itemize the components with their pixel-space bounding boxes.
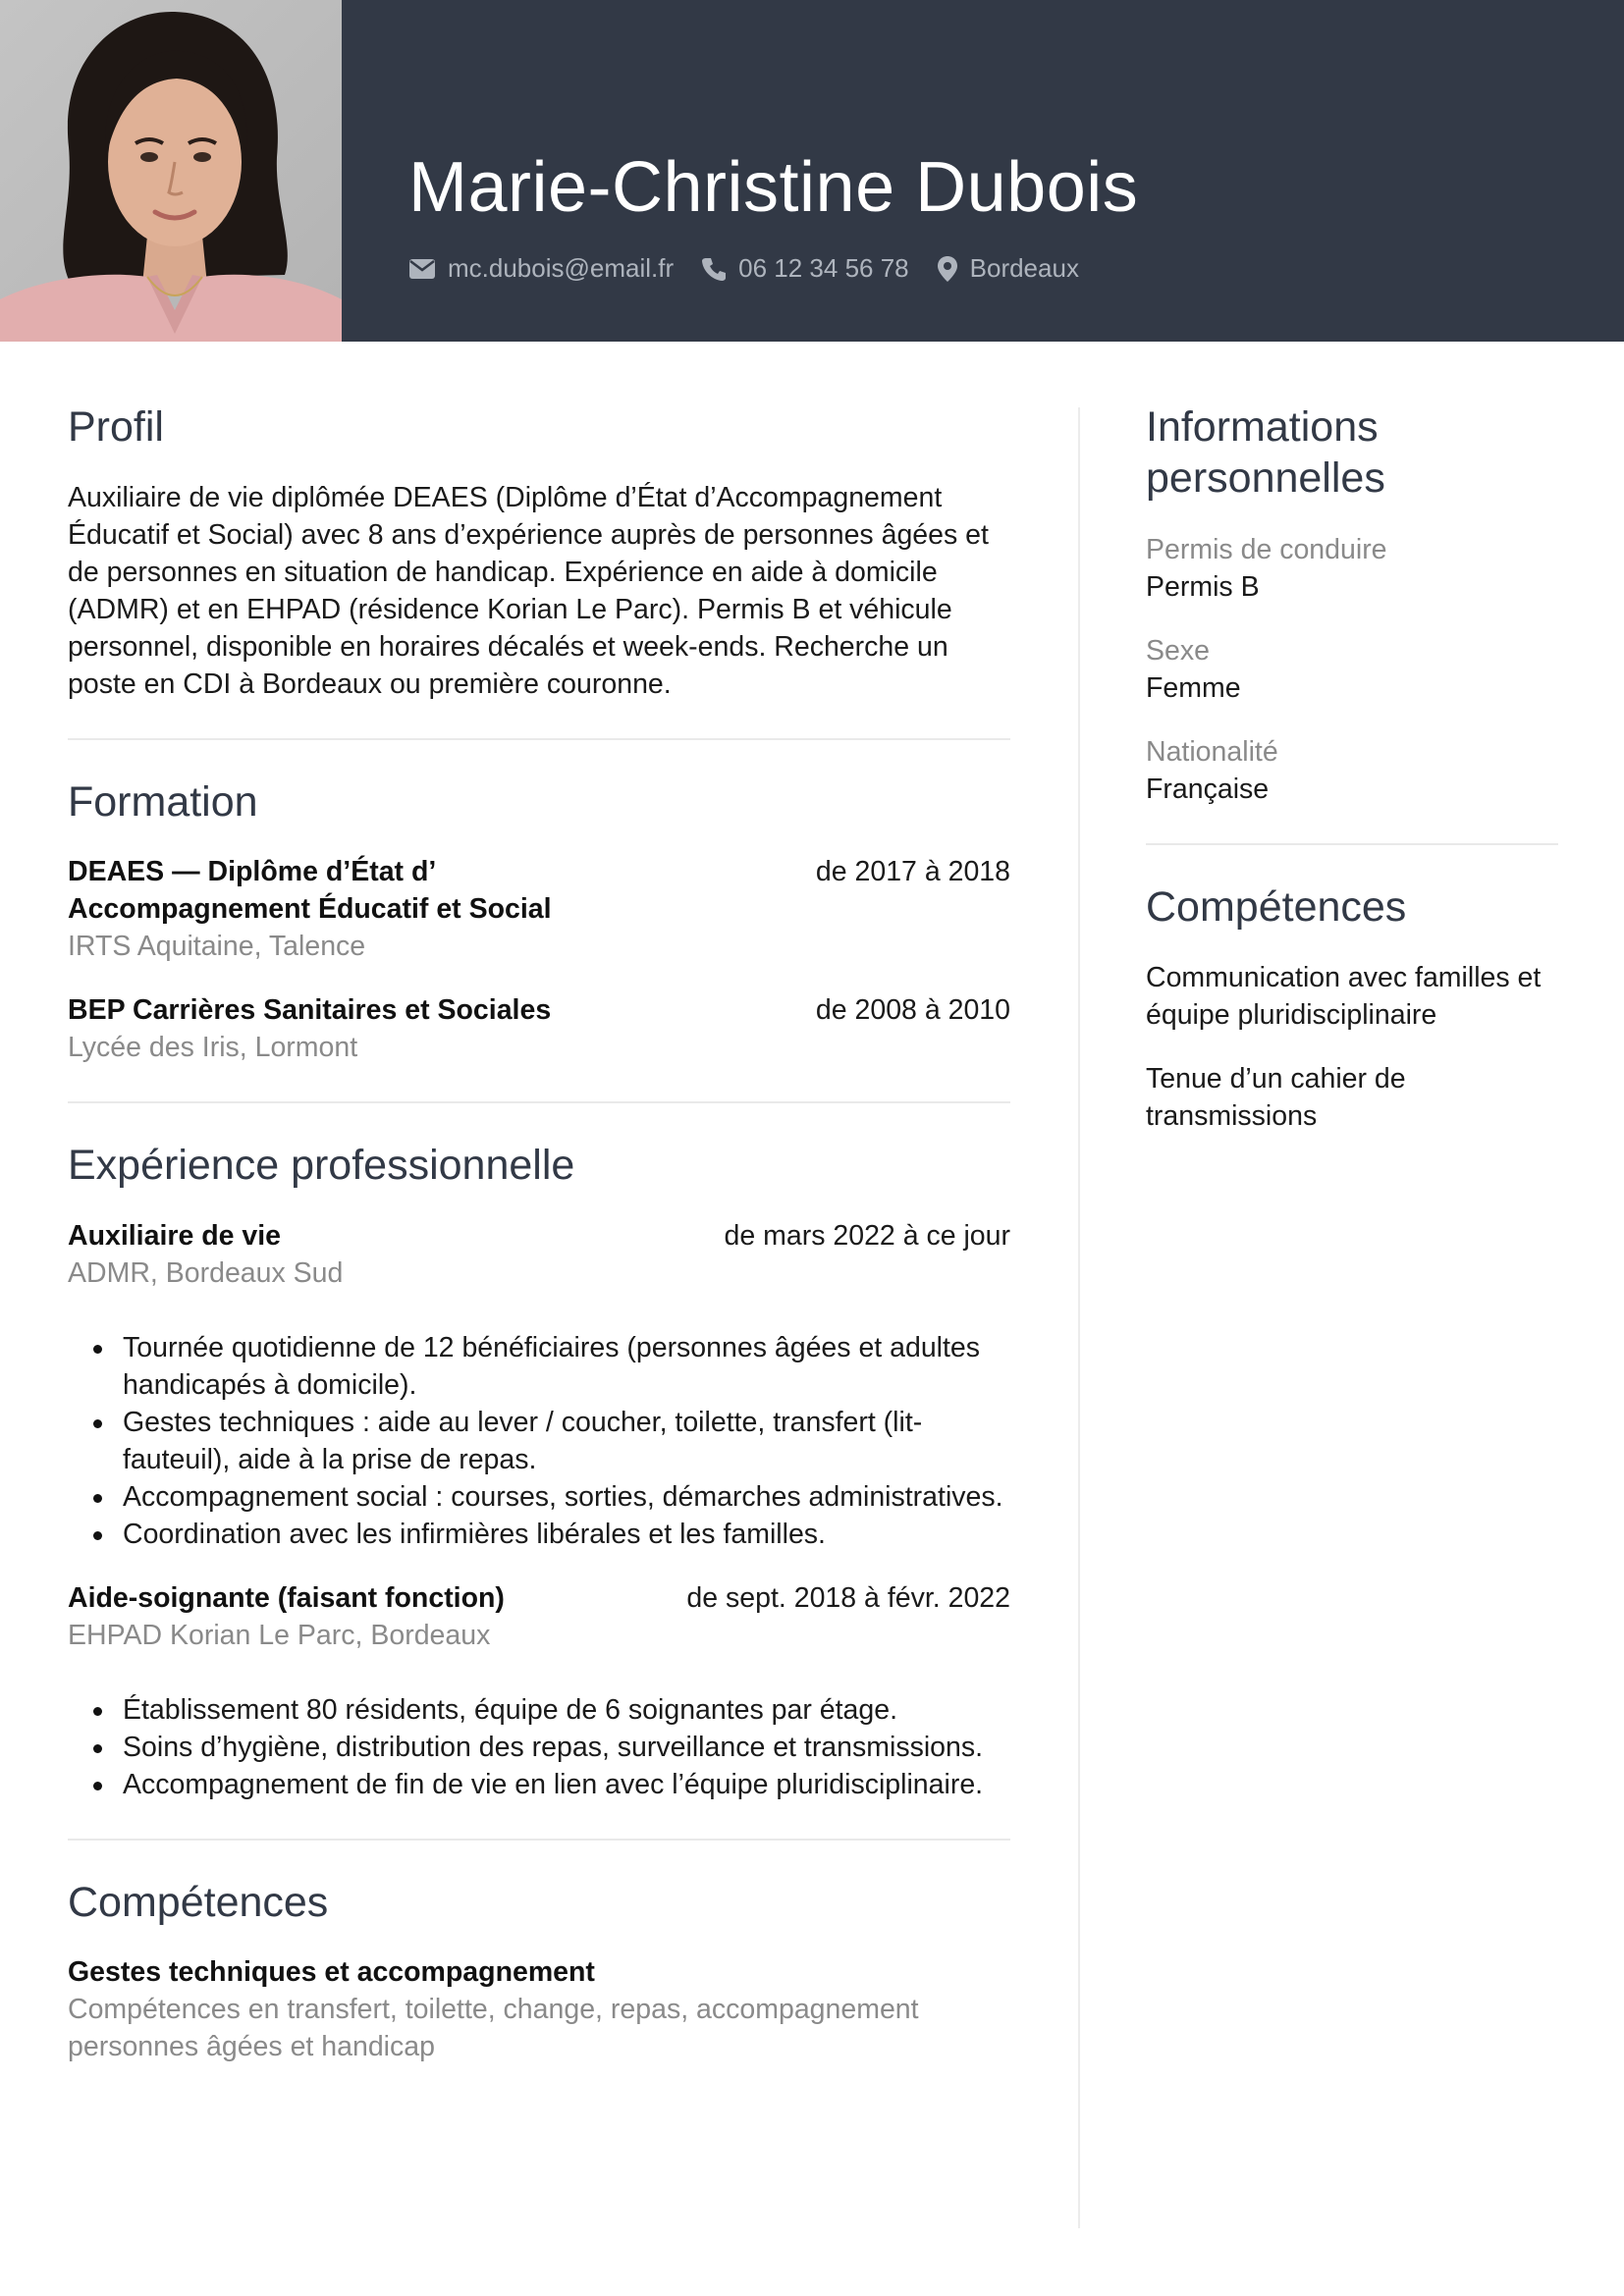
- experience-item-title: Aide-soignante (faisant fonction): [68, 1581, 505, 1614]
- header-banner: [0, 0, 1624, 342]
- section-competences-side: [1146, 882, 1558, 1135]
- bullet-item: Gestes techniques : aide au lever / coucher, toilette, transfert (lit-fauteuil), aide à la prise de repas.: [123, 1404, 1010, 1478]
- candidate-name: Marie-Christine Dubois: [408, 148, 1139, 227]
- experience-item: [68, 1579, 1010, 1803]
- formation-item-date: de 2008 à 2010: [815, 994, 1010, 1027]
- section-divider: [1146, 843, 1558, 845]
- bullet-item: Établissement 80 résidents, équipe de 6 soignantes par étage.: [123, 1691, 1010, 1729]
- profil-text: Auxiliaire de vie diplômée DEAES (Diplôme d’État d’Accompagnement Éducatif et Social) avec 8 ans d’expérience auprès de personnes âgées et de personnes en situation de handicap. Expérience en aide à domicile (ADMR) et en EHPAD (résidence Korian Le Parc). Permis B et véhicule personnel, disponible en horaires décalés et week-ends. Recherche un poste en CDI à Bordeaux ou première couronne.: [68, 481, 989, 700]
- contact-email[interactable]: [408, 253, 674, 284]
- city-text: Bordeaux: [969, 253, 1079, 283]
- phone-icon: [701, 256, 727, 282]
- formation-item: [68, 853, 1010, 965]
- section-title-competences: Compétences: [68, 1878, 329, 1926]
- email-text: mc.dubois@email.fr: [448, 253, 675, 283]
- formation-item-title-line: Accompagnement Éducatif et Social: [68, 893, 552, 926]
- envelope-icon: [408, 258, 436, 280]
- profile-photo-illustration: [0, 0, 342, 342]
- section-title-informations: Informations personnelles: [1146, 403, 1385, 502]
- experience-item-header: [68, 1579, 1010, 1617]
- section-title-competences-side: Compétences: [1146, 883, 1407, 932]
- competence-item-title: Gestes techniques et accompagnement: [68, 1956, 595, 1989]
- skill-item: Tenue d’un cahier de transmissions: [1146, 1062, 1406, 1132]
- section-title-experience: Expérience professionnelle: [68, 1142, 575, 1190]
- bullet-item: Soins d’hygiène, distribution des repas, surveillance et transmissions.: [123, 1729, 1010, 1766]
- formation-item-title: BEP Carrières Sanitaires et Sociales: [68, 994, 552, 1027]
- info-item: [1146, 733, 1558, 808]
- experience-item-date: de mars 2022 à ce jour: [724, 1219, 1010, 1252]
- info-value: Française: [1146, 774, 1270, 806]
- profile-photo: [0, 0, 342, 342]
- section-formation: [68, 777, 1010, 1067]
- phone-text: 06 12 34 56 78: [738, 253, 909, 283]
- info-label: Permis de conduire: [1146, 534, 1387, 566]
- bullet-item: Coordination avec les infirmières libérales et les familles.: [123, 1516, 1010, 1553]
- bullet-item: Tournée quotidienne de 12 bénéficiaires (personnes âgées et adultes handicapés à domicile).: [123, 1329, 1010, 1404]
- info-item: [1146, 632, 1558, 707]
- section-divider: [68, 1839, 1010, 1841]
- competence-item-text: Compétences en transfert, toilette, change, repas, accompagnement personnes âgées et handicap: [68, 1994, 919, 2063]
- contact-phone[interactable]: [701, 253, 909, 284]
- section-divider: [68, 1101, 1010, 1103]
- skill-item: Communication avec familles et équipe pluridisciplinaire: [1146, 961, 1542, 1031]
- experience-item-bullets: [68, 1691, 1010, 1803]
- experience-item: [68, 1217, 1010, 1553]
- section-competences-main: [68, 1878, 1010, 2066]
- info-label: Sexe: [1146, 635, 1210, 667]
- contact-info: [408, 253, 1107, 284]
- experience-item-place: ADMR, Bordeaux Sud: [68, 1256, 344, 1289]
- formation-item-place: Lycée des Iris, Lormont: [68, 1032, 358, 1064]
- location-pin-icon: [937, 255, 958, 283]
- info-label: Nationalité: [1146, 736, 1278, 769]
- contact-city: [937, 253, 1079, 284]
- section-informations: [1146, 402, 1558, 808]
- section-profil: [68, 402, 1010, 703]
- formation-item-date: de 2017 à 2018: [815, 856, 1010, 888]
- info-item: [1146, 531, 1558, 606]
- sidebar-column: [1146, 402, 1558, 1135]
- formation-item-title: [68, 853, 552, 928]
- section-title-profil: Profil: [68, 403, 164, 451]
- experience-item-header: [68, 1217, 1010, 1255]
- formation-item-header: [68, 991, 1010, 1029]
- formation-item-header: [68, 853, 1010, 928]
- column-divider: [1078, 407, 1080, 2228]
- formation-item: [68, 991, 1010, 1066]
- info-value: Permis B: [1146, 571, 1260, 604]
- section-divider: [68, 738, 1010, 740]
- bullet-item: Accompagnement social : courses, sorties, démarches administratives.: [123, 1478, 1010, 1516]
- info-value: Femme: [1146, 672, 1241, 705]
- experience-item-place: EHPAD Korian Le Parc, Bordeaux: [68, 1619, 491, 1651]
- experience-item-title: Auxiliaire de vie: [68, 1219, 282, 1252]
- section-experience: [68, 1141, 1010, 1803]
- bullet-item: Accompagnement de fin de vie en lien avec l’équipe pluridisciplinaire.: [123, 1766, 1010, 1803]
- section-title-formation: Formation: [68, 777, 258, 826]
- experience-item-date: de sept. 2018 à févr. 2022: [686, 1581, 1010, 1614]
- main-column: [68, 402, 1010, 2065]
- formation-item-place: IRTS Aquitaine, Talence: [68, 931, 366, 963]
- experience-item-bullets: [68, 1329, 1010, 1553]
- formation-item-title-line: DEAES — Diplôme d’État d’: [68, 856, 437, 888]
